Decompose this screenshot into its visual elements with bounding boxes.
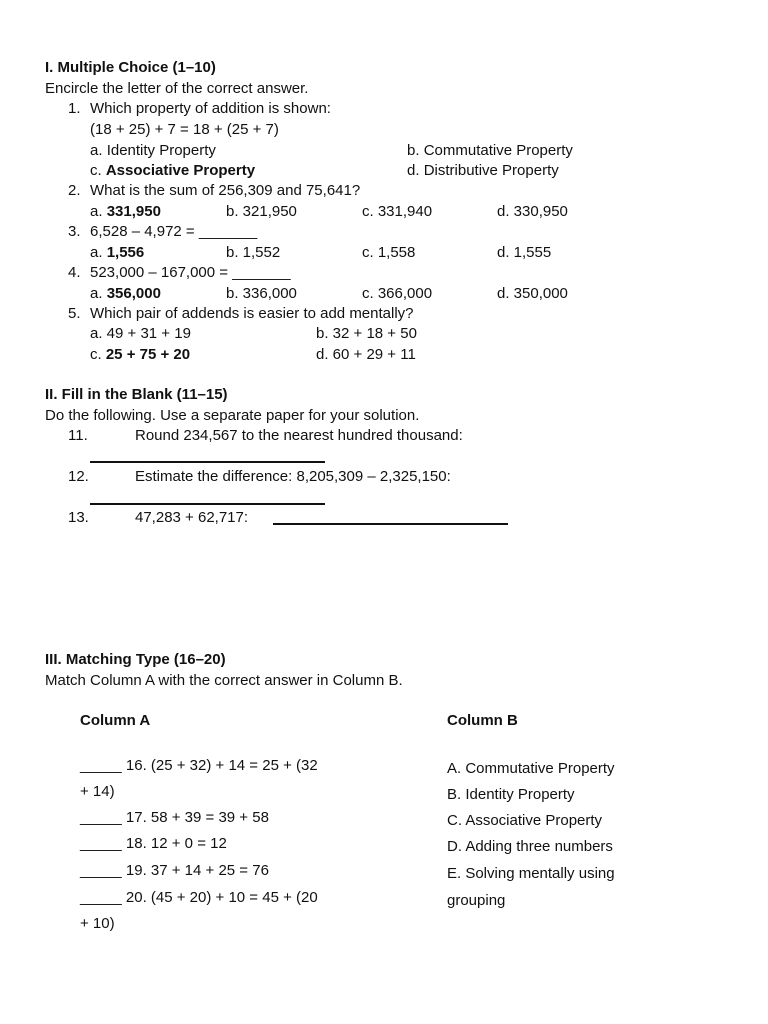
q4-choice-a — [90, 285, 161, 303]
column-b-item-a: A. Commutative Property — [447, 760, 615, 777]
q11-answer-line[interactable] — [90, 461, 325, 463]
q2-text: What is the sum of 256,309 and 75,641? — [90, 182, 361, 199]
q4-choice-b: b. 336,000 — [226, 285, 297, 302]
choice-letter: c. — [90, 346, 102, 363]
choice-text: Identity Property — [106, 142, 216, 159]
correct-answer-text: 331,950 — [106, 203, 161, 220]
part2-heading: II. Fill in the Blank (11–15) — [45, 386, 228, 403]
column-b-item-d: D. Adding three numbers — [447, 838, 613, 855]
q12-answer-line[interactable] — [90, 503, 325, 505]
q2-choice-c: c. 331,940 — [362, 203, 433, 220]
match-20-line2: + 10) — [80, 915, 115, 932]
choice-text: Distributive Property — [423, 162, 559, 179]
q5-number: 5. — [68, 305, 81, 322]
q1-choice-d — [407, 162, 559, 180]
q5-choice-d: d. 60 + 29 + 11 — [316, 346, 416, 363]
part3-instructions: Match Column A with the correct answer in Column B. — [45, 672, 403, 689]
q13-answer-line[interactable] — [273, 523, 508, 525]
correct-answer-text: 1,556 — [106, 244, 145, 261]
q3-text: 6,528 – 4,972 = _______ — [90, 223, 258, 240]
q4-text: 523,000 – 167,000 = _______ — [90, 264, 291, 281]
q1-number: 1. — [68, 100, 81, 117]
choice-letter: c. — [90, 162, 102, 179]
correct-answer-text: 25 + 75 + 20 — [105, 346, 191, 363]
column-b-header: Column B — [447, 712, 518, 729]
q5-choice-b: b. 32 + 18 + 50 — [316, 325, 417, 342]
q3-choice-a — [90, 244, 144, 262]
q4-choice-c: c. 366,000 — [362, 285, 433, 302]
q3-choice-d: d. 1,555 — [497, 244, 552, 261]
q5-text: Which pair of addends is easier to add mentally? — [90, 305, 414, 322]
q1-text: Which property of addition is shown: — [90, 100, 331, 117]
q12-text: Estimate the difference: 8,205,309 – 2,325,150: — [135, 468, 451, 485]
q4-choice-d: d. 350,000 — [497, 285, 568, 302]
q13-number: 13. — [68, 509, 89, 526]
q3-number: 3. — [68, 223, 81, 240]
q11-number: 11. — [68, 427, 88, 444]
column-b-item-b: B. Identity Property — [447, 786, 575, 803]
q5-choice-a: a. 49 + 31 + 19 — [90, 325, 191, 342]
match-17: _____ 17. 58 + 39 = 39 + 58 — [80, 809, 269, 826]
q1-choice-c — [90, 162, 255, 180]
column-a-header: Column A — [80, 712, 151, 729]
match-20-line1: _____ 20. (45 + 20) + 10 = 45 + (20 — [80, 889, 318, 906]
correct-answer-text: Associative Property — [105, 162, 256, 179]
part3-heading: III. Matching Type (16–20) — [45, 651, 226, 668]
column-b-item-c: C. Associative Property — [447, 812, 603, 829]
q3-choice-c: c. 1,558 — [362, 244, 416, 261]
q1-choice-a — [90, 142, 216, 160]
match-19: _____ 19. 37 + 14 + 25 = 76 — [80, 862, 269, 879]
choice-letter: a. — [90, 203, 103, 220]
q4-number: 4. — [68, 264, 81, 281]
q12-number: 12. — [68, 468, 89, 485]
q2-choice-a — [90, 203, 161, 221]
q2-choice-b: b. 321,950 — [226, 203, 297, 220]
match-16-line1: _____ 16. (25 + 32) + 14 = 25 + (32 — [80, 757, 318, 774]
q11-text: Round 234,567 to the nearest hundred thousand: — [135, 427, 463, 444]
column-b-item-e-line1: E. Solving mentally using — [447, 865, 615, 882]
correct-answer-text: 356,000 — [106, 285, 161, 302]
choice-letter: b. — [407, 142, 420, 159]
q2-choice-d: d. 330,950 — [497, 203, 568, 220]
choice-letter: d. — [407, 162, 420, 179]
q1-choice-b — [407, 142, 573, 160]
q5-choice-c — [90, 346, 190, 364]
choice-letter: a. — [90, 285, 103, 302]
q13-text: 47,283 + 62,717: — [135, 509, 249, 526]
part2-instructions: Do the following. Use a separate paper for your solution. — [45, 407, 420, 424]
part1-heading: I. Multiple Choice (1–10) — [45, 59, 216, 76]
choice-text: Commutative Property — [423, 142, 573, 159]
choice-letter: a. — [90, 142, 103, 159]
part1-instructions: Encircle the letter of the correct answer. — [45, 80, 309, 97]
q1-expression: (18 + 25) + 7 = 18 + (25 + 7) — [90, 121, 279, 138]
choice-letter: a. — [90, 244, 103, 261]
match-16-line2: + 14) — [80, 783, 115, 800]
q2-number: 2. — [68, 182, 81, 199]
match-18: _____ 18. 12 + 0 = 12 — [80, 835, 227, 852]
q3-choice-b: b. 1,552 — [226, 244, 281, 261]
column-b-item-e-line2: grouping — [447, 892, 506, 909]
